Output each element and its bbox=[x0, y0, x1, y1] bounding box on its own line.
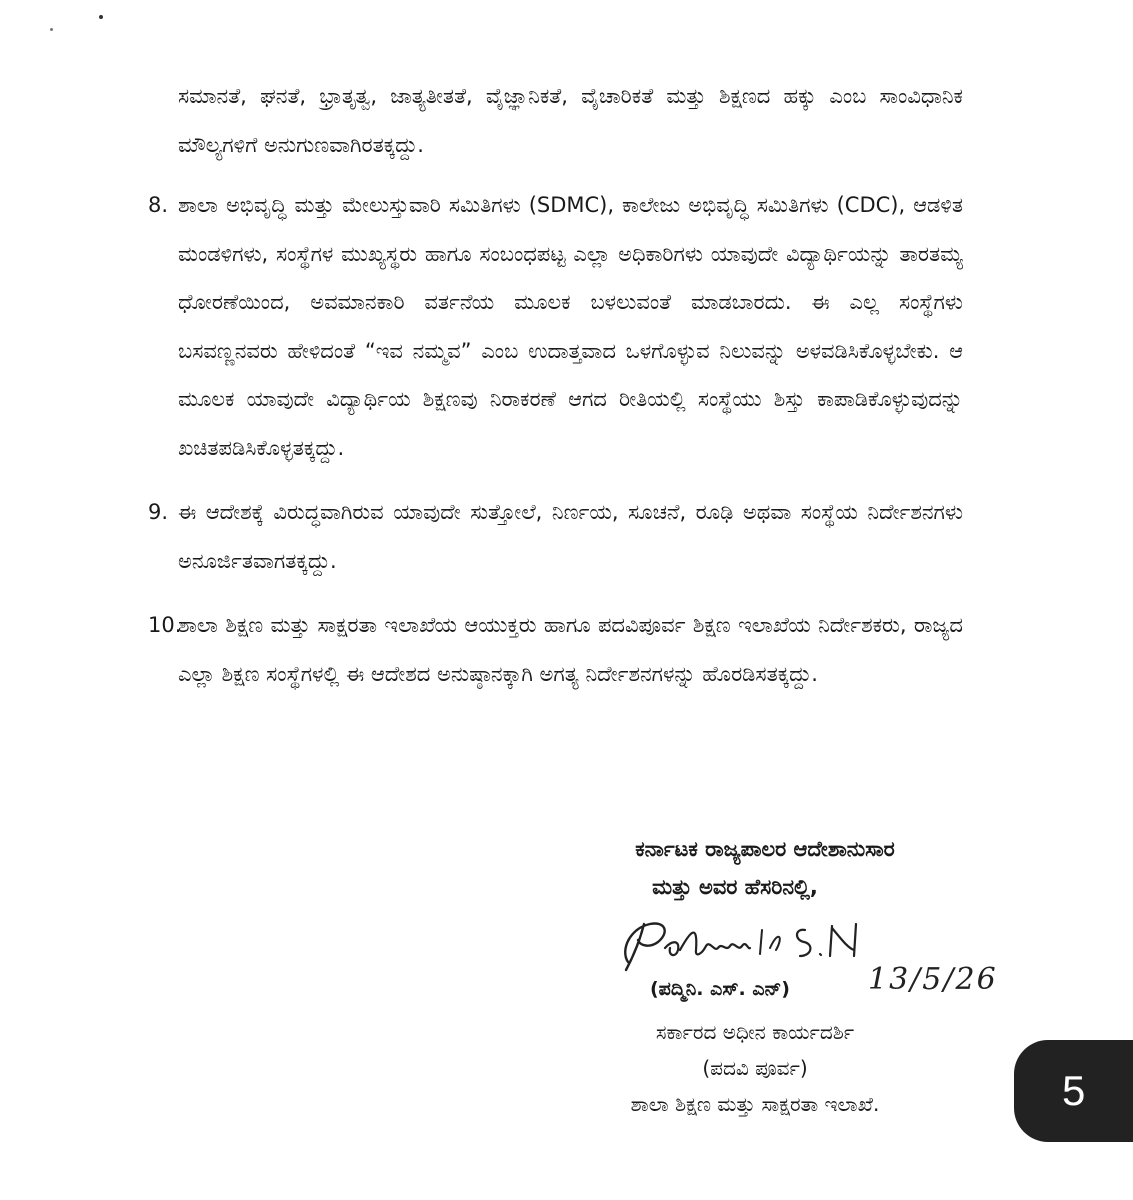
paragraph-8 bbox=[148, 181, 963, 472]
signature-area bbox=[520, 910, 998, 1010]
signature-date: 13/5/26 bbox=[868, 962, 998, 997]
page-number: 5 bbox=[1062, 1067, 1086, 1114]
signer-name: (ಪದ್ಮಿನಿ. ಎಸ್. ಎನ್) bbox=[650, 978, 790, 1000]
handwritten-signature bbox=[610, 910, 870, 980]
paragraph-text: ಈ ಆದೇಶಕ್ಕೆ ವಿರುದ್ಧವಾಗಿರುವ ಯಾವುದೇ ಸುತ್ತೋಲೆ, ನಿರ್ಣಯ, ಸೂಚನೆ, ರೂಢಿ ಅಥವಾ ಸಂಸ್ಥೆಯ ನಿರ್ದೇಶನಗಳು ಅನೂರ್ಜಿತವಾಗತಕ್ಕದ್ದು. bbox=[178, 500, 963, 573]
paragraph-text: ಸಮಾನತೆ, ಘನತೆ, ಭ್ರಾತೃತ್ವ, ಜಾತ್ಯತೀತತೆ, ವೈಜ್ಞಾನಿಕತೆ, ವೈಚಾರಿಕತೆ ಮತ್ತು ಶಿಕ್ಷಣದ ಹಕ್ಕು ಎಂಬ ಸಾಂವಿಧಾನಿಕ ಮೌಲ್ಯಗಳಿಗೆ ಅನುಗುಣವಾಗಿರತಕ್ಕದ್ದು. bbox=[178, 84, 963, 157]
closing-formula bbox=[520, 830, 990, 906]
paragraph-9 bbox=[148, 488, 963, 585]
paragraph-7-continuation bbox=[148, 72, 963, 169]
signature-block bbox=[520, 830, 998, 1122]
paragraph-10 bbox=[148, 601, 963, 698]
closing-line-2: ಮತ್ತು ಅವರ ಹೆಸರಿನಲ್ಲಿ, bbox=[652, 875, 818, 899]
paragraph-number: 8. bbox=[148, 193, 169, 217]
designation-line-2: (ಪದವಿ ಪೂರ್ವ) bbox=[702, 1056, 808, 1080]
paragraph-number: 9. bbox=[148, 500, 169, 524]
scan-speck bbox=[50, 28, 53, 31]
scan-speck bbox=[99, 15, 103, 19]
paragraph-text: ಶಾಲಾ ಶಿಕ್ಷಣ ಮತ್ತು ಸಾಕ್ಷರತಾ ಇಲಾಖೆಯ ಆಯುಕ್ತರು ಹಾಗೂ ಪದವಿಪೂರ್ವ ಶಿಕ್ಷಣ ಇಲಾಖೆಯ ನಿರ್ದೇಶಕರು, ರಾಜ್ಯದ ಎಲ್ಲಾ ಶಿಕ್ಷಣ ಸಂಸ್ಥೆಗಳಲ್ಲಿ ಈ ಆದೇಶದ ಅನುಷ್ಠಾನಕ್ಕಾಗಿ ಅಗತ್ಯ ನಿರ್ದೇಶನಗಳನ್ನು ಹೊರಡಿಸತಕ್ಕದ್ದು. bbox=[178, 613, 963, 686]
paragraph-text: ಶಾಲಾ ಅಭಿವೃದ್ಧಿ ಮತ್ತು ಮೇಲುಸ್ತುವಾರಿ ಸಮಿತಿಗಳು (SDMC), ಕಾಲೇಜು ಅಭಿವೃದ್ಧಿ ಸಮಿತಿಗಳು (CDC), ಆಡಳಿತ ಮಂಡಳಿಗಳು, ಸಂಸ್ಥೆಗಳ ಮುಖ್ಯಸ್ಥರು ಹಾಗೂ ಸಂಬಂಧಪಟ್ಟ ಎಲ್ಲಾ ಅಧಿಕಾರಿಗಳು ಯಾವುದೇ ವಿದ್ಯಾರ್ಥಿಯನ್ನು ತಾರತಮ್ಯ ಧೋರಣೆಯಿಂದ, ಅವಮಾನಕಾರಿ ವರ್ತನೆಯ ಮೂಲಕ ಬಳಲುವಂತೆ ಮಾಡಬಾರದು. ಈ ಎಲ್ಲ ಸಂಸ್ಥೆಗಳು ಬಸವಣ್ಣನವರು ಹೇಳಿದಂತೆ “ಇವ ನಮ್ಮವ” ಎಂಬ ಉದಾತ್ತವಾದ ಒಳಗೊಳ್ಳುವ ನಿಲುವನ್ನು ಅಳವಡಿಸಿಕೊಳ್ಳಬೇಕು. ಆ ಮೂಲಕ ಯಾವುದೇ ವಿದ್ಯಾರ್ಥಿಯ ಶಿಕ್ಷಣವು ನಿರಾಕರಣೆ ಆಗದ ರೀತಿಯಲ್ಲಿ ಸಂಸ್ಥೆಯು ಶಿಸ್ತು ಕಾಪಾಡಿಕೊಳ್ಳುವುದನ್ನು ಖಚಿತಪಡಿಸಿಕೊಳ್ಳತಕ್ಕದ್ದು. bbox=[178, 193, 963, 460]
document-body bbox=[148, 72, 963, 714]
designation-line-3: ಶಾಲಾ ಶಿಕ್ಷಣ ಮತ್ತು ಸಾಕ್ಷರತಾ ಇಲಾಖೆ. bbox=[630, 1092, 880, 1116]
paragraph-number: 10. bbox=[148, 613, 182, 637]
designation-line-1: ಸರ್ಕಾರದ ಅಧೀನ ಕಾರ್ಯದರ್ಶಿ bbox=[655, 1020, 855, 1044]
closing-line-1: ಕರ್ನಾಟಕ ರಾಜ್ಯಪಾಲರ ಆದೇಶಾನುಸಾರ bbox=[635, 837, 895, 861]
designation bbox=[520, 1014, 990, 1122]
page-number-badge bbox=[1014, 1040, 1133, 1142]
